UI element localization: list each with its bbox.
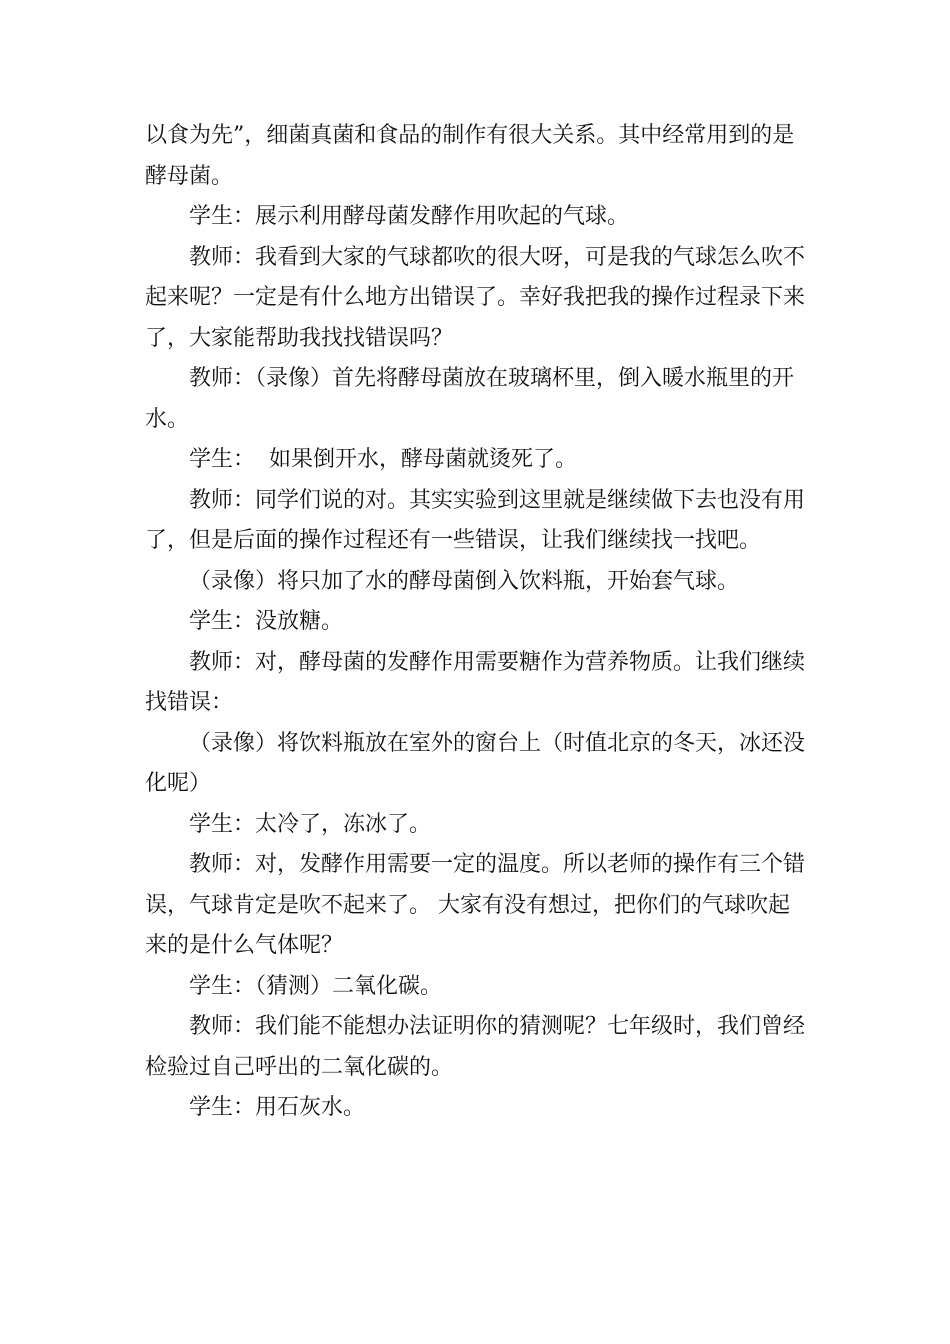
- document-body: [145, 116, 810, 1129]
- paragraph: 学生：（猜测）二氧化碳。: [189, 973, 443, 999]
- paragraph: 学生：太冷了，冻冰了。: [189, 811, 432, 837]
- paragraph: 教师：我们能不能想办法证明你的猜测呢？七年级时，我们曾经检验过自己呼出的二氧化碳的。: [145, 1014, 806, 1080]
- paragraph: 学生：展示利用酵母菌发酵作用吹起的气球。: [189, 204, 630, 229]
- paragraph: 学生： 如果倒开水，酵母菌就烫死了。: [189, 447, 577, 472]
- paragraph: 教师：对，酵母菌的发酵作用需要糖作为营养物质。让我们继续找错误：: [145, 649, 806, 715]
- paragraph: 学生：用石灰水。: [189, 1095, 366, 1120]
- paragraph: 教师：（录像）首先将酵母菌放在玻璃杯里，倒入暖水瓶里的开水。: [145, 366, 795, 432]
- paragraph: 教师：同学们说的对。其实实验到这里就是继续做下去也没有用了，但是后面的操作过程还有一些错误，让我们继续找一找吧。: [145, 487, 806, 553]
- paragraph: 教师：对，发酵作用需要一定的温度。所以老师的操作有三个错误，气球肯定是吹不起来了。 大家有没有想过，把你们的气球吹起来的是什么气体呢？: [145, 852, 806, 958]
- paragraph: （录像）将只加了水的酵母菌倒入饮料瓶，开始套气球。: [189, 568, 740, 594]
- paragraph: （录像）将饮料瓶放在室外的窗台上（时值北京的冬天，冰还没化呢）: [145, 730, 806, 796]
- paragraph: 教师：我看到大家的气球都吹的很大呀，可是我的气球怎么吹不起来呢？一定是有什么地方出错误了。幸好我把我的操作过程录下来了，大家能帮助我找找错误吗？: [145, 244, 806, 351]
- paragraph: 以食为先”，细菌真菌和食品的制作有很大关系。其中经常用到的是酵母菌。: [145, 123, 795, 189]
- paragraph: 学生：没放糖。: [189, 609, 344, 634]
